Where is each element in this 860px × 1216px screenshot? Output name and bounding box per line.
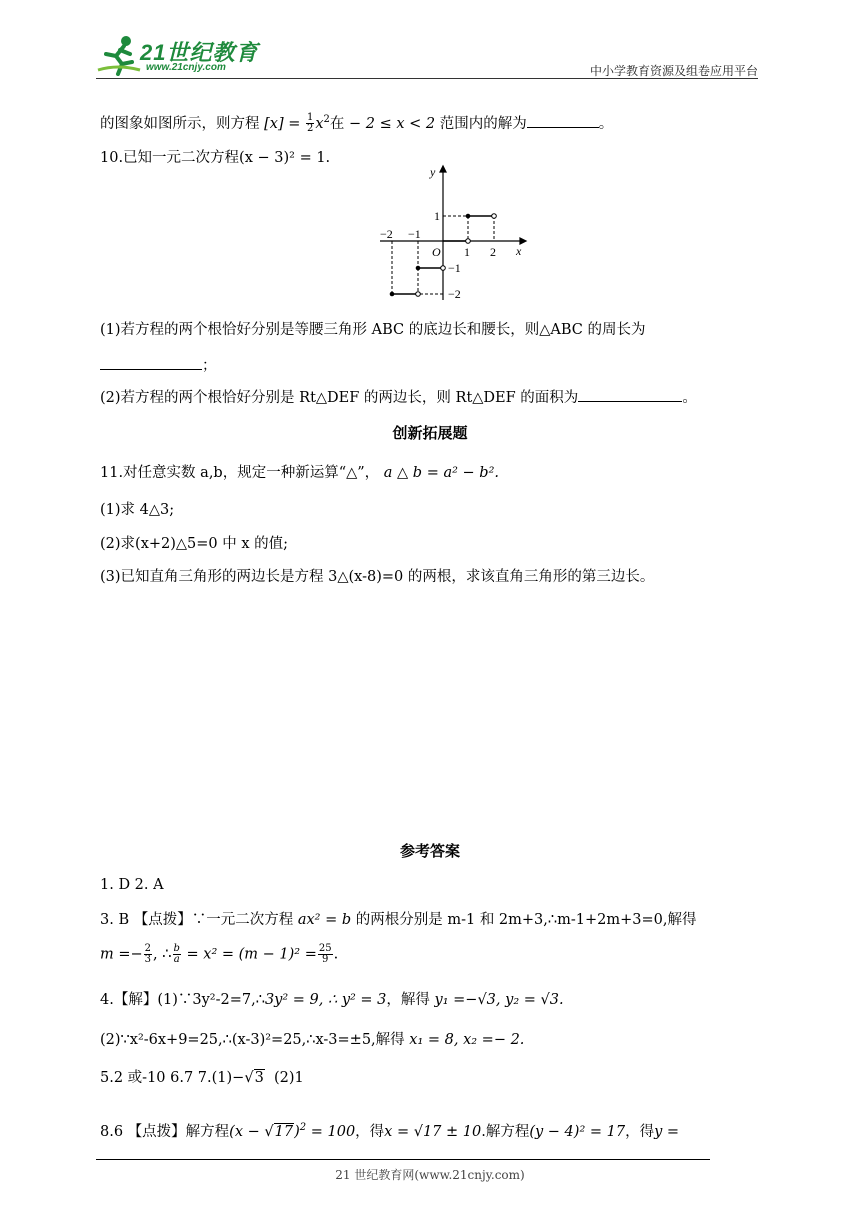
- graph-origin-label: O: [432, 245, 441, 259]
- section-title: 创新拓展题: [392, 425, 468, 442]
- site-logo: [96, 34, 266, 76]
- graph-y-label: y: [430, 165, 436, 179]
- graph-x-label: x: [516, 244, 522, 258]
- answer-5-7: 5.2 或-10 6.7 7.(1)−√3 (2)1: [100, 1070, 304, 1086]
- q10-part1: (1)若方程的两个根恰好分别是等腰三角形 ABC 的底边长和腰长，则△ABC 的周长为: [100, 322, 646, 338]
- answers-title: 参考答案: [399, 843, 460, 860]
- step-function-graph: [370, 160, 530, 305]
- q10-part1-blank: ；: [100, 355, 217, 376]
- graph-tick: −2: [448, 287, 461, 301]
- answer-4-part2: (2)∵x²-6x+9=25,∴(x-3)²=25,∴x-3=±5,解得 x₁ = 8, x₂ =− 2.: [100, 1032, 525, 1048]
- q10-part2: (2)若方程的两个根恰好分别是 Rt△DEF 的两边长，则 Rt△DEF 的面积为 。: [100, 387, 697, 408]
- q9-tail: 的图象如图所示，则方程 [x] = $\frac{1}{2}$ $x^2$在 − 2 ≤ x < 2 范围内的解为 。: [100, 112, 614, 135]
- header-divider: [96, 78, 758, 79]
- graph-tick: −1: [408, 227, 421, 241]
- q11-part1: (1)求 4△3;: [100, 502, 175, 518]
- q10-intro: 10.已知一元二次方程(x − 3)² = 1.: [100, 150, 331, 166]
- graph-tick: −1: [448, 261, 461, 275]
- answer-4: 4.【解】(1)∵3y²-2=7,∴3y² = 9, ∴ y² = 3，解得 y₁ =−√3, y₂ = √3.: [100, 992, 564, 1008]
- answer-8: 8.6 【点拨】解方程$(x - √17)^2 = 100$，得x = √17 ± 10.解方程(y − 4)² = 17，得y =: [100, 1122, 680, 1140]
- graph-tick: 1: [464, 245, 470, 259]
- q11-intro: 11.对任意实数 a,b，规定一种新运算“△”， a △ b = a² − b².: [100, 465, 499, 481]
- footer-text: 21 世纪教育网(www.21cnjy.com): [335, 1168, 525, 1182]
- answer-3: 3. B 【点拨】∵一元二次方程 ax² = b 的两根分别是 m-1 和 2m+3,∴m-1+2m+3=0,解得: [100, 912, 697, 928]
- q11-part3: (3)已知直角三角形的两边长是方程 3△(x-8)=0 的两根，求该直角三角形的第三边长。: [100, 569, 655, 585]
- graph-tick: 1: [434, 209, 440, 223]
- graph-tick: 2: [490, 245, 496, 259]
- site-slogan: 中小学教育资源及组卷应用平台: [589, 64, 758, 78]
- logo-text: 21世纪教育: [140, 40, 259, 65]
- logo-url: www.21cnjy.com: [146, 62, 226, 73]
- graph-tick: −2: [380, 227, 393, 241]
- footer-divider: [96, 1159, 710, 1160]
- runner-icon: [96, 34, 142, 76]
- answer-3-cont: m =− $\frac{2}{3}$ , ∴ $\frac{b}{a}$ = x² = (m − 1)² = $\frac{25}{9}$ .: [100, 943, 339, 965]
- q11-part2: (2)求(x+2)△5=0 中 x 的值;: [100, 536, 289, 552]
- answer-1-2: 1. D 2. A: [100, 877, 164, 893]
